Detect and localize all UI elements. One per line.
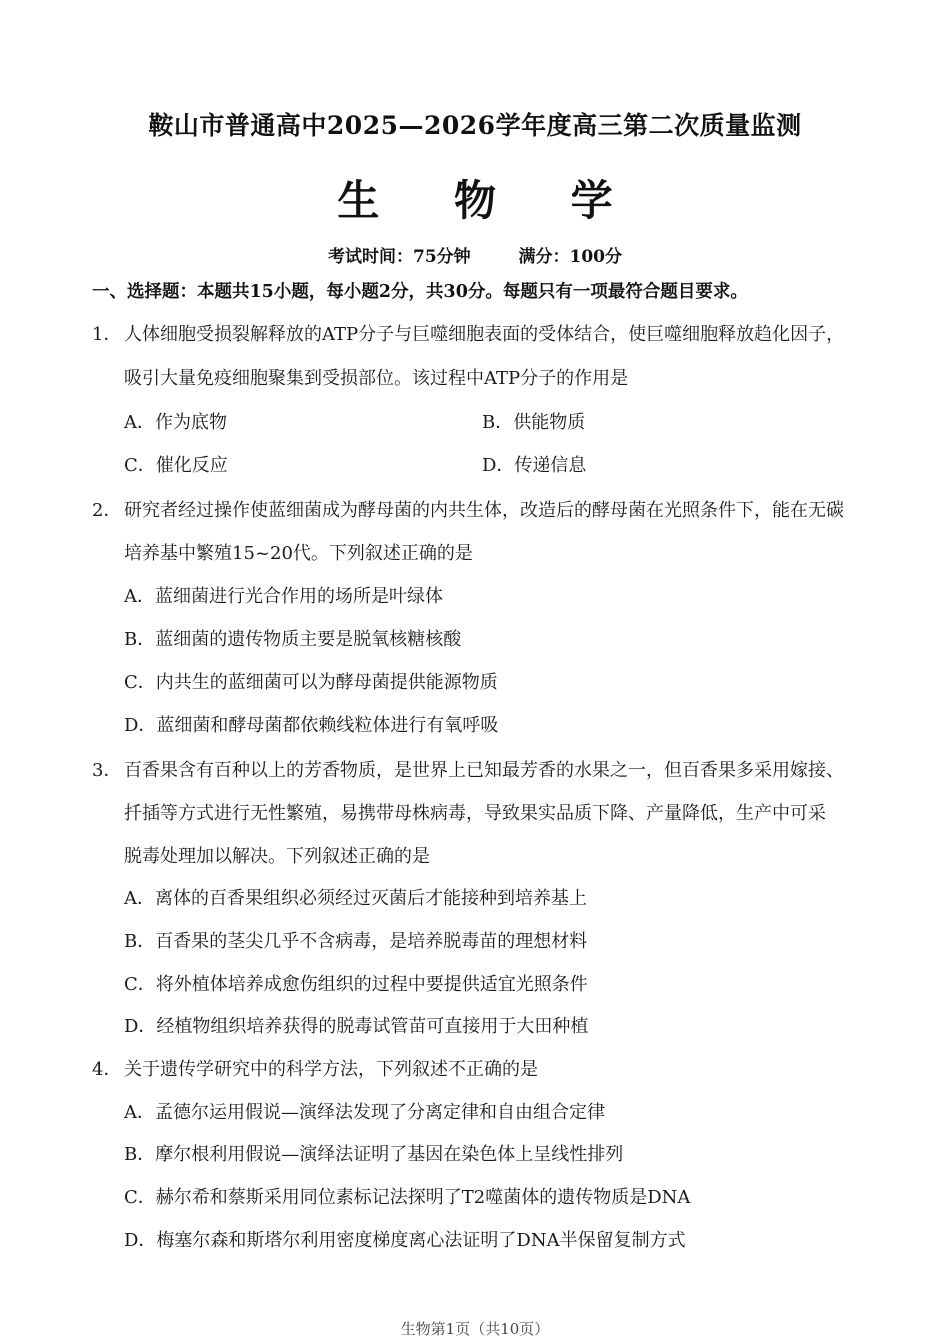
option-d: D．蓝细菌和酵母菌都依赖线粒体进行有氧呼吸 <box>124 715 499 736</box>
option-c: C．将外植体培养成愈伤组织的过程中要提供适宜光照条件 <box>124 974 588 995</box>
question-number: 2． <box>92 500 122 521</box>
question-text: 吸引大量免疫细胞聚集到受损部位。该过程中ATP分子的作用是 <box>124 368 629 389</box>
option-d: D．传递信息 <box>482 455 587 476</box>
question-text: 研究者经过操作使蓝细菌成为酵母菌的内共生体，改造后的酵母菌在光照条件下，能在无碳 <box>124 500 844 521</box>
page-footer: 生物第1页（共10页） <box>400 1320 550 1338</box>
exam-score: 满分：100分 <box>518 247 622 267</box>
option-c: C．赫尔希和蔡斯采用同位素标记法探明了T2噬菌体的遗传物质是DNA <box>124 1187 691 1208</box>
question-number: 3． <box>92 760 122 781</box>
question-number: 1． <box>92 324 122 345</box>
option-c: C．催化反应 <box>124 455 228 476</box>
option-a: A．离体的百香果组织必须经过灭菌后才能接种到培养基上 <box>124 888 587 909</box>
option-b: B．摩尔根利用假说—演绎法证明了基因在染色体上呈线性排列 <box>124 1144 624 1165</box>
subject-char: 学 <box>570 176 613 225</box>
option-a: A．孟德尔运用假说—演绎法发现了分离定律和自由组合定律 <box>124 1102 605 1123</box>
option-a: A．作为底物 <box>124 412 227 433</box>
option-b: B．蓝细菌的遗传物质主要是脱氧核糖核酸 <box>124 629 462 650</box>
subject-title <box>0 168 950 228</box>
option-b: B．百香果的茎尖几乎不含病毒，是培养脱毒苗的理想材料 <box>124 931 588 952</box>
question-text: 关于遗传学研究中的科学方法，下列叙述不正确的是 <box>124 1059 538 1080</box>
exam-time: 考试时间：75分钟 <box>327 247 471 267</box>
question-text: 扦插等方式进行无性繁殖，易携带母株病毒，导致果实品质下降、产量降低，生产中可采 <box>124 803 826 824</box>
subject-char: 生 <box>337 176 380 225</box>
question-text: 脱毒处理加以解决。下列叙述正确的是 <box>124 846 430 867</box>
exam-title: 鞍山市普通高中2025—2026学年度高三第二次质量监测 <box>148 111 802 140</box>
question-number: 4． <box>92 1059 122 1080</box>
question-text: 人体细胞受损裂解释放的ATP分子与巨噬细胞表面的受体结合，使巨噬细胞释放趋化因子， <box>124 324 845 345</box>
exam-meta <box>0 242 950 267</box>
subject-char: 物 <box>453 176 496 225</box>
option-d: D．梅塞尔森和斯塔尔利用密度梯度离心法证明了DNA半保留复制方式 <box>124 1230 686 1251</box>
section-heading: 一、选择题：本题共15小题，每小题2分，共30分。每题只有一项最符合题目要求。 <box>92 282 748 302</box>
option-a: A．蓝细菌进行光合作用的场所是叶绿体 <box>124 586 443 607</box>
question-text: 培养基中繁殖15~20代。下列叙述正确的是 <box>124 543 473 564</box>
question-text: 百香果含有百种以上的芳香物质，是世界上已知最芳香的水果之一，但百香果多采用嫁接、 <box>124 760 844 781</box>
option-b: B．供能物质 <box>482 412 586 433</box>
option-d: D．经植物组织培养获得的脱毒试管苗可直接用于大田种植 <box>124 1016 589 1037</box>
option-c: C．内共生的蓝细菌可以为酵母菌提供能源物质 <box>124 672 498 693</box>
